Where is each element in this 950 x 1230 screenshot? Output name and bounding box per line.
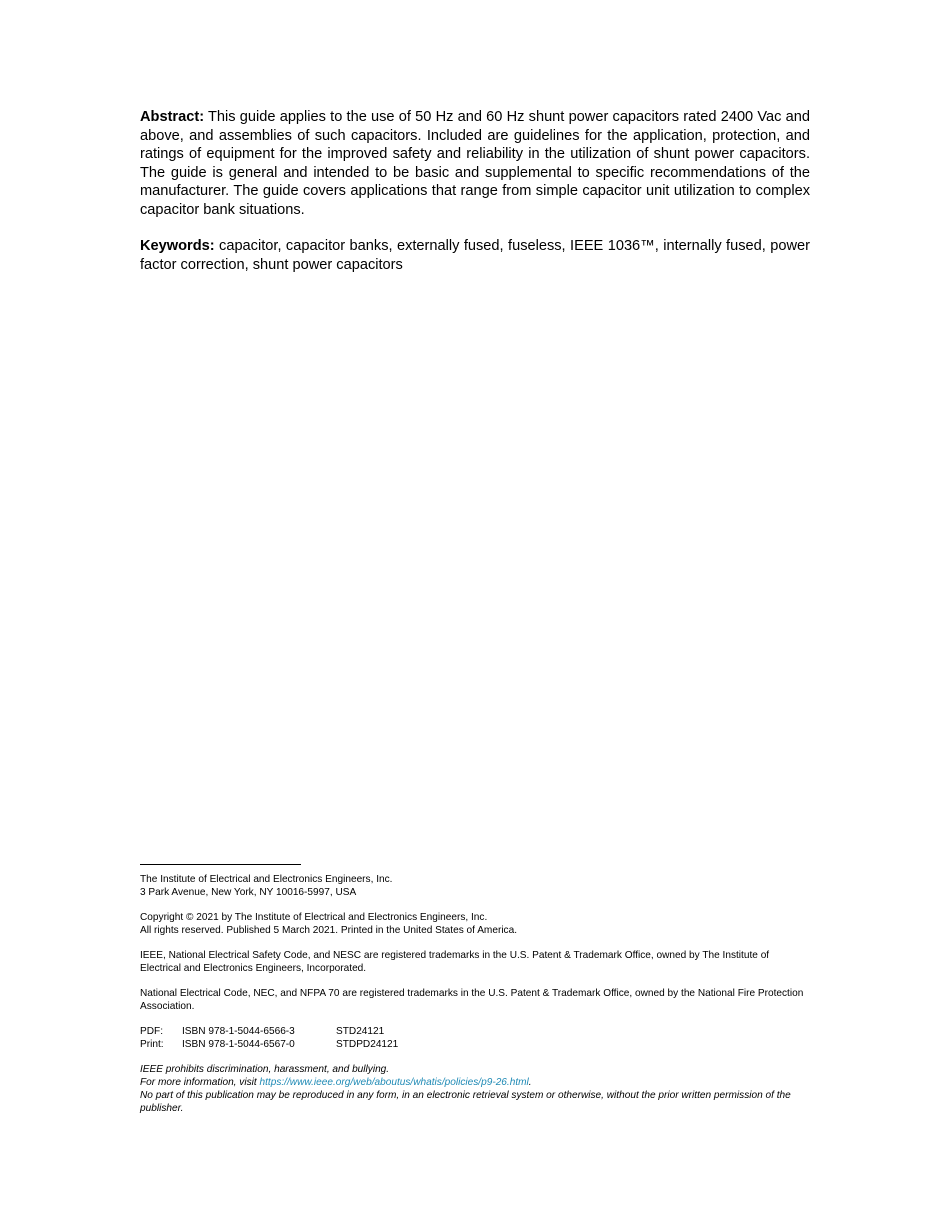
footnote-divider <box>140 864 301 865</box>
isbn-code: STD24121 <box>336 1026 385 1037</box>
isbn-format: PDF: <box>140 1026 163 1037</box>
isbn-row-pdf <box>140 1025 810 1038</box>
isbn-code: STDPD24121 <box>336 1039 399 1050</box>
policy-link[interactable]: https://www.ieee.org/web/aboutus/whatis/policies/p9-26.html <box>259 1077 529 1088</box>
trademark-ieee: IEEE, National Electrical Safety Code, and NESC are registered trademarks in the U.S. Patent & Trademark Office, owned by The Institute of Electrical and Electronics Engineers, Incorporated. <box>140 950 770 974</box>
policy-line: IEEE prohibits discrimination, harassment, and bullying. <box>140 1064 390 1075</box>
info-prefix: For more information, visit <box>140 1077 260 1088</box>
keywords-text: capacitor, capacitor banks, externally fused, fuseless, IEEE 1036™, internally fused, power factor correction, shunt power capacitors <box>140 238 810 273</box>
publisher-address: 3 Park Avenue, New York, NY 10016-5997, USA <box>140 887 357 898</box>
info-line <box>140 1076 810 1089</box>
keywords-label: Keywords: <box>140 238 215 254</box>
isbn-list <box>140 1025 810 1051</box>
isbn-row-print <box>140 1038 810 1051</box>
isbn-number: ISBN 978-1-5044-6567-0 <box>182 1039 295 1050</box>
isbn-number: ISBN 978-1-5044-6566-3 <box>182 1026 295 1037</box>
abstract-text: This guide applies to the use of 50 Hz and 60 Hz shunt power capacitors rated 2400 Vac and above, and assemblies of such capacitors. Included are guidelines for the application, protection, and ratings of equipment for the improved safety and reliability in the utilization of shunt power capacitors. The guide is general and intended to be basic and supplemental to specific recommendations of the manufacturer. The guide covers applications that range from simple capacitor unit utilization to complex capacitor bank situations. <box>140 109 810 218</box>
info-suffix: . <box>528 1077 532 1088</box>
abstract-label: Abstract: <box>140 109 205 125</box>
keywords-paragraph <box>140 237 810 274</box>
rights-line: All rights reserved. Published 5 March 2021. Printed in the United States of America. <box>140 925 518 936</box>
copyright-line: Copyright © 2021 by The Institute of Electrical and Electronics Engineers, Inc. <box>140 912 488 923</box>
reproduction-notice: No part of this publication may be reproduced in any form, in an electronic retrieval system or otherwise, without the prior written permission of the publisher. <box>140 1090 791 1114</box>
abstract-paragraph <box>140 108 810 219</box>
publisher-name: The Institute of Electrical and Electronics Engineers, Inc. <box>140 874 393 885</box>
isbn-format: Print: <box>140 1039 164 1050</box>
main-content <box>140 108 810 274</box>
trademark-nfpa: National Electrical Code, NEC, and NFPA 70 are registered trademarks in the U.S. Patent & Trademark Office, owned by the National Fire Protection Association. <box>140 988 804 1012</box>
footnotes <box>140 873 810 1115</box>
